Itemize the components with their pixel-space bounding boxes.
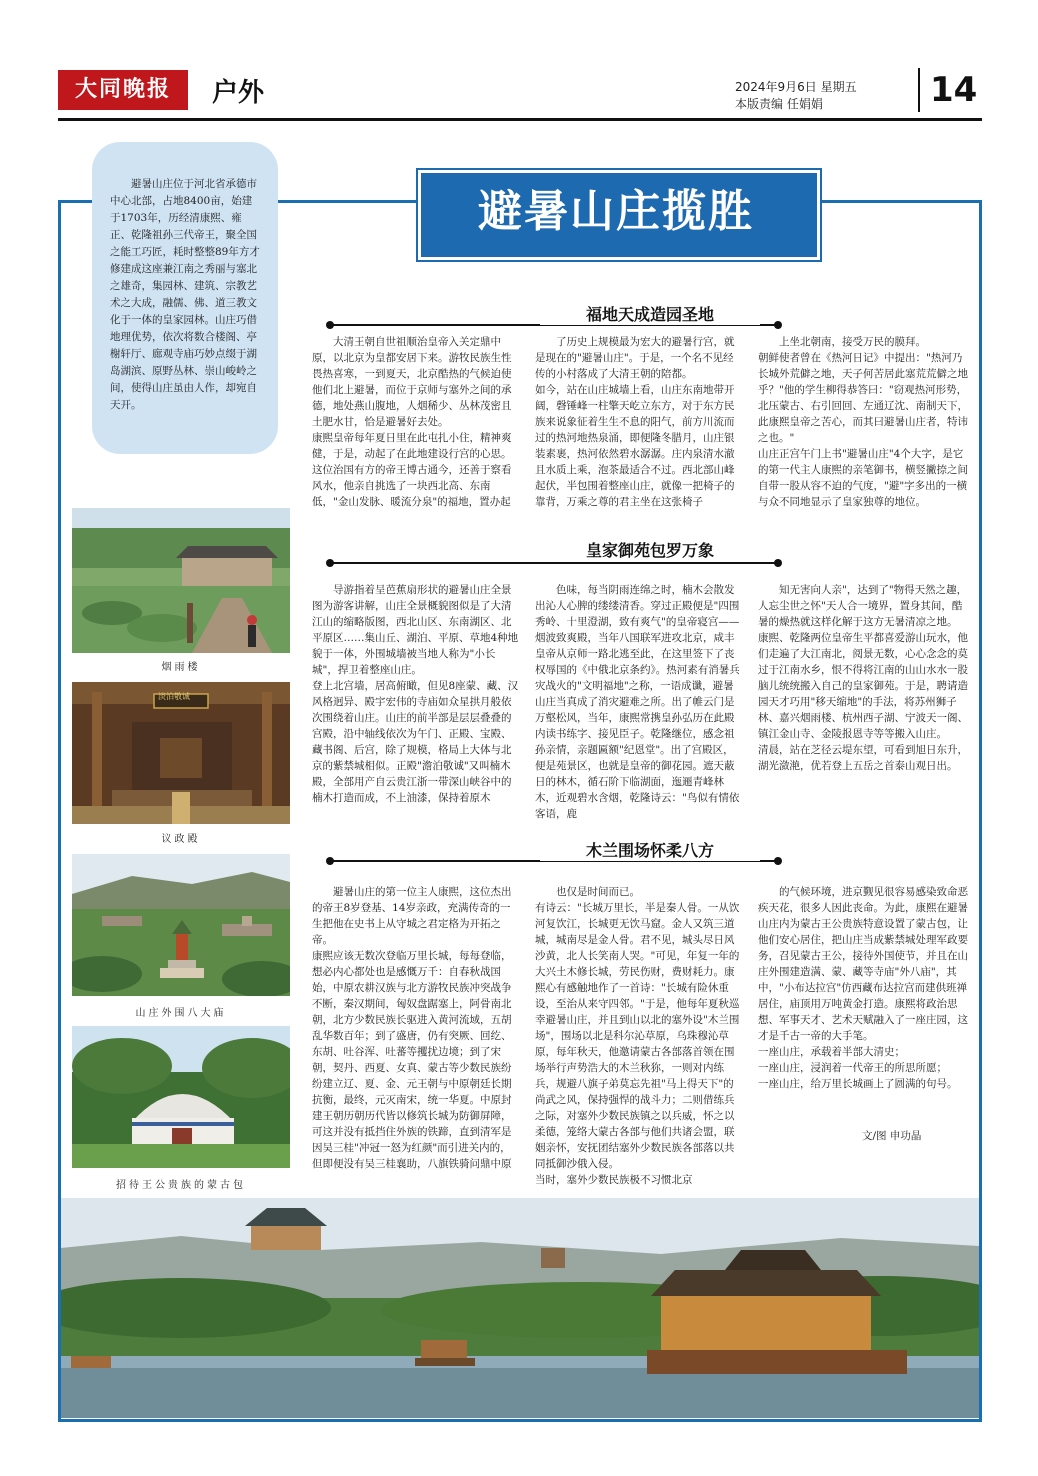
section-3-col-1: 避暑山庄的第一位主人康熙，这位杰出的帝王8岁登基、14岁亲政，充满传奇的一生把他在史书上从守城之君定格为开拓之帝。 康熙应该无数次登临万里长城，每每登临，想必内心都处也是感慨万千：自春秋战国始，中原农耕汉族与北方游牧民族冲突战争不断，秦汉期间，匈奴盘踞塞上，阿骨南北朝，北方少数民族长驱进入黄河流域，五胡乱华数百年；到了盛唐，仍有突厥、回纥、东胡、吐谷浑、吐蕃等攫扰边境；到了宋朝，契丹、西夏、女真、蒙古等少数民族纷纷建立辽、夏、金、元王朝与中原朝廷长期抗衡，最终，元灭南宋，统一华夏。中原封建王朝历朝历代皆以修筑长城为防御屏障，可这并没有抵挡住外族的铁蹄，直到清军是因吴三桂"冲冠一怒为红颜"而引进关内的，但即便没有吴三桂襄助，八旗铁骑问鼎中原 [312, 886, 512, 1170]
photo-3-caption: 山庄外围八大庙 [135, 1008, 227, 1019]
section-2-dot-left [326, 559, 334, 567]
section-2-col-1: 导游指着呈芭蕉扇形状的避暑山庄全景图为游客讲解，山庄全景概貌图似是了大清江山的缩略版图，西北山区、东南湖区、北平原区……集山丘、湖泊、平原、草地4种地貌于一体，外围城墙被当地人称为"小长城"，捍卫着整座山庄。 登上北宫墙，居高俯瞰，但见8座蒙、藏、汉风格迥异、殿宇宏伟的寺庙如众星拱月般依次围绕着山庄。山庄的前半部是层层叠叠的宫殿，沿中轴线依次为午门、正殿、宝殿、藏书阁、后宫，除了规模，格局上大体与北京的紫禁城相似。正殿"澹泊敬诚"又叫楠木殿，全部用产自云贵江浙一带深山峡谷中的楠木打造而成，不上油漆，保持着原木 [312, 584, 519, 804]
newspaper-logo: 大同晚报 [58, 70, 188, 110]
hall-plaque-text: 淡泊敬诚 [158, 692, 190, 701]
yurt-photo [72, 1026, 290, 1168]
editor-credit: 本版责编 任娟娟 [735, 97, 823, 111]
lake-boat-panorama-photo [61, 1198, 979, 1418]
section-2-col-3: 知无害向人亲"，达到了"物得天然之趣，人忘尘世之怀"天人合一境界，置身其间，酷暑的燥热就这样化解于这方无暑清凉之地。 康熙、乾隆两位皇帝生平都喜爱游山玩水，他们走遍了大江南北，阅景无数，心心念念的莫过于江南水乡，恨不得将江南的山山水水一股脑儿统统搬入自己的皇家御苑。于是，聘请造园天才巧用"移天缩地"的手法，将苏州狮子林、嘉兴烟雨楼、杭州西子湖、宁波天一阁、镇江金山寺、金陵报恩寺等等搬入山庄。 清晨，站在芝径云堤东望，可看到旭日东升，湖光潋滟，优若登上五岳之首泰山观日出。 [758, 584, 968, 772]
section-3-col-3: 的气候环境，进京觐见很容易感染致命恶疾天花，很多人因此丧命。为此，康熙在避暑山庄内为蒙古王公贵族特意设置了蒙古包，让他们安心居住，把山庄当成紫禁城处理军政要务，召见蒙古王公，接待外国使节，并且在山庄外围建造满、蒙、藏等寺庙"外八庙"，其中，"小布达拉宫"仿西藏布达拉宫而建供班禅居住，庙顶用万吨黄金打造。康熙将政治思想、军事天才、艺术天赋融入了一座庄园，这才是千古一帝的大手笔。 一座山庄，承载着半部大清史； 一座山庄，浸润着一代帝王的所思所愿； 一座山庄，给万里长城画上了圆满的句号。 [758, 886, 968, 1090]
pavilion-lake-photo [72, 508, 290, 653]
section-1-col-1: 大清王朝自世祖顺治皇帝入关定鼎中原，以北京为皇都安居下来。游牧民族生性畏热喜寒，一到夏天，北京酷热的气候迫使他们北上避暑，而位于京师与塞外之间的承德，地处燕山腹地，人烟稀少、丛林茂密且土肥水甘，恰是避暑好去处。 康熙皇帝每年夏日里在此屯扎小住，精神爽健，于是，动起了在此地建设行宫的心思。这位治国有方的帝王博古通今，还善于察看风水，他亲自挑选了一块西北高、东南低，"金山发脉、暖流分泉"的福地，置办起 [312, 336, 512, 508]
photo-2-caption: 议政殿 [161, 834, 201, 845]
intro-box: 避暑山庄位于河北省承德市中心北部，占地8400亩，始建于1703年，历经清康熙、雍正、乾隆祖孙三代帝王，聚全国之能工巧匠，耗时整整89年方才修建成这座兼江南之秀丽与塞北之雄奇，集园林、建筑、宗教艺术之大成，融儒、佛、道三教文化于一体的皇家园林。山庄巧借地理优势，依次将数合楼阁、亭榭轩厅、廊观寺庙巧妙点缀于湖岛湖滨、原野丛林、崇山峻岭之间，使得山庄虽由人作，却宛自天开。 [92, 142, 278, 454]
section-2-dot-right [774, 559, 782, 567]
issue-date: 2024年9月6日 星期五 [735, 80, 857, 94]
temple-landscape-photo [72, 854, 290, 996]
section-1-heading: 福地天成造园圣地 [540, 302, 760, 325]
section-1-dot-right [774, 321, 782, 329]
section-name: 户外 [212, 78, 265, 108]
page-number: 14 [930, 70, 978, 110]
section-2-heading: 皇家御苑包罗万象 [540, 538, 760, 561]
section-3-dot-left [326, 857, 334, 865]
masthead-rule [58, 118, 982, 121]
section-2-col-2: 色味，每当阴雨连绵之时，楠木会散发出沁人心脾的缕缕清香。穿过正殿便是"四围秀岭、十里澄湖，致有爽气"的皇帝寝宫——烟波致爽殿，当年八国联军进攻北京，咸丰皇帝从京师一路北逃至此，在这里签下了丧权辱国的《中俄北京条约》。热河素有消暑兵灾战火的"文明福地"之称，一语成谶，避暑山庄当真成了消灾避难之所。出了帷云门是万壑松风，当年，康熙常携皇孙弘历在此殿内读书练字、接见臣子。乾隆继位，感念祖孙亲情，亲题匾额"纪恩堂"。出了宫殿区，便是苑景区，也就是皇帝的御花园。遮天蔽日的林木，循石阶下临湖面，迤逦青峰林木，近观碧水含烟，乾隆诗云："鸟似有情依客语，鹿 [535, 584, 740, 820]
throne-hall-photo [72, 682, 290, 824]
section-3-col-2: 也仅是时间而已。 有诗云："长城万里长，半是秦人骨。一从饮河复饮江，长城更无饮马窟。金人又筑三道城，城南尽是金人骨。君不见，城头尽日风沙黄，北人长笑南人哭。"可见，年复一年的大兴土木修长城，劳民伤财，费财耗力。康熙心有感触地作了一首诗："长城有险休重设，至治从来守四邻。"于是，他每年夏秋巡幸避暑山庄，并且到山以北的塞外设"木兰围场"，围场以北是科尔沁草原，乌珠穆沁草原，每年秋天，他邀请蒙古各部落首领在围场举行声势浩大的木兰秋狝，一则对内练兵，规避八旗子弟莫忘先祖"马上得天下"的尚武之风，保持强悍的战斗力；二则借练兵之际，对塞外少数民族镇之以兵威，怀之以柔德，笼络大蒙古各部与他们共诸会盟，联姻亲怀，安抚团结塞外少数民族各部落以共同抵御沙俄入侵。 当时，塞外少数民族极不习惯北京 [535, 886, 740, 1186]
page-title: 避暑山庄揽胜 [478, 186, 754, 237]
page-number-divider [918, 68, 920, 112]
photo-1-caption: 烟雨楼 [161, 662, 201, 673]
byline: 文/图 申功晶 [862, 1130, 922, 1142]
section-3-dot-right [774, 857, 782, 865]
section-3-heading: 木兰围场怀柔八方 [540, 838, 760, 861]
section-1-col-3: 上坐北朝南，接受万民的膜拜。 朝鲜使者曾在《热河日记》中提出："热河乃长城外荒僻之地，天子何苦居此塞荒荒僻之地乎？"他的学生柳得恭答曰："窃观热河形势，北压蒙古、右引回回、左通辽沈、南制天下，此康熙皇帝之苦心，而其曰避暑山庄者，特讳之也。" 山庄正宫午门上书"避暑山庄"4个大字，是它的第一代主人康熙的亲笔御书，横竖撇捺之间自带一股从容不迫的气度，"避"字多出的一横与众不同地显示了皇家独尊的地位。 [758, 336, 968, 508]
section-1-dot-left [326, 321, 334, 329]
section-1-col-2: 了历史上规模最为宏大的避暑行宫，就是现在的"避暑山庄"。于是，一个名不见经传的小村落成了大清王朝的陪都。 如今，站在山庄城墙上看，山庄东南地带开阔，磬锤峰一柱擎天屹立东方，对于东方民族来说象征着生生不息的阳气，前方川流而过的热河地热泉涌，即便隆冬腊月，山庄银装素裹，热河依然碧水潺潺。庄内泉清水澈且水质上乘，泡茶最适合不过。西北部山峰起伏，半包围着整座山庄，就像一把椅子的靠背，万乘之尊的君主坐在这张椅子 [535, 336, 735, 508]
photo-4-caption: 招待王公贵族的蒙古包 [116, 1180, 246, 1191]
section-2-rule [330, 562, 778, 564]
